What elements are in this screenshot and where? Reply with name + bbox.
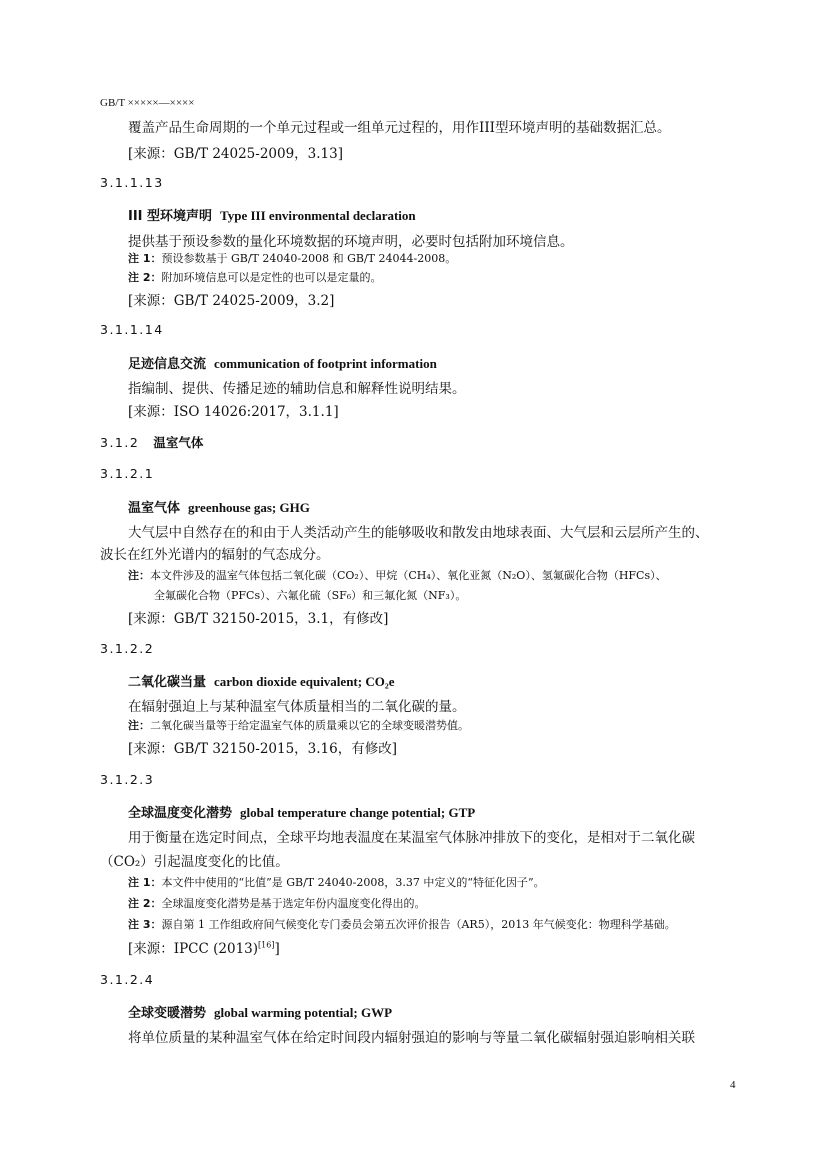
page-number: 4 — [730, 1079, 736, 1091]
reference-marker: [16] — [258, 940, 275, 950]
term-english: global temperature change potential; GTP — [240, 805, 476, 820]
term-title — [128, 802, 475, 821]
clause-number: 3.1.1.13 — [100, 175, 164, 190]
source-citation — [128, 937, 280, 957]
definition-text: 指编制、提供、传播足迹的辅助信息和解释性说明结果。 — [128, 381, 466, 397]
note — [128, 895, 425, 911]
term-chinese: 二氧化碳当量 — [128, 675, 207, 690]
term-english: Type III environmental declaration — [220, 208, 416, 223]
term-title — [128, 671, 395, 690]
note-text: 本文件中使用的“比值”是 GB/T 24040-2008，3.37 中定义的“特征化因子”。 — [161, 876, 545, 889]
note-label: 注 1： — [128, 876, 162, 889]
term-english: greenhouse gas; GHG — [188, 500, 310, 515]
definition-text: （CO₂）引起温度变化的比值。 — [100, 854, 289, 870]
term-title — [128, 1002, 392, 1021]
note-text: 二氧化碳当量等于给定温室气体的质量乘以它的全球变暖潜势值。 — [150, 719, 469, 732]
definition-text: 用于衡量在选定时间点，全球平均地表温度在某温室气体脉冲排放下的变化，是相对于二氧化碳 — [128, 830, 695, 846]
source-citation: [来源：GB/T 32150-2015，3.1，有修改] — [128, 611, 389, 627]
definition-text: 在辐射强迫上与某种温室气体质量相当的二氧化碳的量。 — [128, 699, 466, 715]
source-text: [来源：IPCC (2013) — [128, 941, 259, 957]
term-chinese: 温室气体 — [128, 501, 181, 516]
clause-number: 3.1.2.2 — [100, 641, 155, 656]
clause-number: 3.1.2.1 — [100, 466, 155, 481]
note — [128, 717, 469, 733]
term-chinese: 足迹信息交流 — [128, 357, 207, 372]
note-text: 全氟碳化合物（PFCs）、六氟化硫（SF₆）和三氟化氮（NF₃）。 — [154, 589, 467, 602]
note-label: 注 2： — [128, 897, 162, 910]
note-text: 预设参数基于 GB/T 24040-2008 和 GB/T 24044-2008。 — [161, 252, 457, 265]
note-label: 注 3： — [128, 918, 162, 931]
source-citation: [来源：GB/T 24025-2009，3.2] — [128, 293, 335, 309]
note-label: 注： — [128, 569, 150, 582]
term-english: global warming potential; GWP — [214, 1005, 393, 1020]
note — [128, 874, 545, 890]
term-chinese: 全球温度变化潜势 — [128, 806, 233, 821]
note — [128, 250, 456, 266]
source-citation: [来源：GB/T 24025-2009，3.13] — [128, 146, 344, 162]
note-label: 注： — [128, 719, 150, 732]
section-heading — [100, 433, 203, 451]
clause-number: 3.1.1.14 — [100, 322, 164, 337]
source-citation: [来源：ISO 14026:2017，3.1.1] — [128, 404, 339, 420]
definition-text: 覆盖产品生命周期的一个单元过程或一组单元过程的，用作III型环境声明的基础数据汇总。 — [128, 120, 671, 136]
definition-text: 将单位质量的某种温室气体在给定时间段内辐射强迫的影响与等量二氧化碳辐射强迫影响相关联 — [128, 1030, 695, 1046]
term-english: carbon dioxide equivalent; CO₂e — [214, 674, 395, 689]
term-title — [128, 205, 416, 224]
term-chinese: 全球变暖潜势 — [128, 1006, 207, 1021]
note-text: 全球温度变化潜势是基于选定年份内温度变化得出的。 — [161, 897, 426, 910]
note — [128, 269, 381, 285]
note-text: 附加环境信息可以是定性的也可以是定量的。 — [161, 271, 382, 284]
definition-text: 波长在红外光谱内的辐射的气态成分。 — [100, 547, 330, 563]
term-title — [128, 497, 310, 516]
source-end: ] — [274, 941, 280, 957]
note-text: 源自第 1 工作组政府间气候变化专门委员会第五次评价报告（AR5），2013 年气候变化：物理科学基础。 — [161, 918, 676, 931]
clause-number: 3.1.2.4 — [100, 972, 155, 987]
term-chinese: III 型环境声明 — [128, 209, 213, 224]
source-citation: [来源：GB/T 32150-2015，3.16，有修改] — [128, 741, 398, 757]
note-text: 本文件涉及的温室气体包括二氧化碳（CO₂）、甲烷（CH₄）、氧化亚氮（N₂O）、氢氟碳化合物（HFCs）、 — [150, 569, 667, 582]
clause-number: 3.1.2.3 — [100, 772, 155, 787]
standard-code: GB/T ×××××—×××× — [100, 97, 195, 109]
section-title: 温室气体 — [153, 435, 204, 450]
term-english: communication of footprint information — [214, 356, 437, 371]
note-label: 注 1： — [128, 252, 162, 265]
term-title — [128, 353, 437, 372]
definition-text: 大气层中自然存在的和由于人类活动产生的能够吸收和散发由地球表面、大气层和云层所产生的、 — [128, 525, 709, 541]
note — [128, 567, 667, 583]
section-number: 3.1.2 — [100, 435, 140, 450]
note-label: 注 2： — [128, 271, 162, 284]
note — [128, 916, 676, 932]
definition-text: 提供基于预设参数的量化环境数据的环境声明，必要时包括附加环境信息。 — [128, 234, 574, 250]
